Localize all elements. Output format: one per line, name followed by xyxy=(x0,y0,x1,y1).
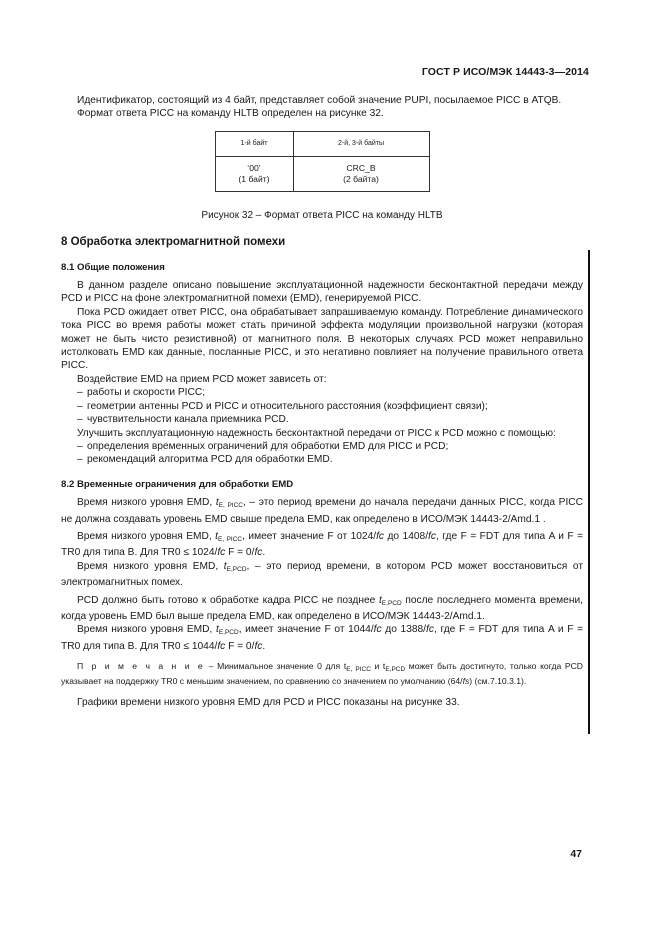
cell-byte1-size: (1 байт) xyxy=(238,173,270,184)
note: П р и м е ч а н и е – Минимальное значение 0 для $t_{E, PICC}$ и $t_{E,PCD}$ может быть достигнуто, только когда PCD указывает на поддержку TR0 с меньшим значением, по сравнению со значением по умолчанию (64/fs) (см.7.10.3.1). xyxy=(61,661,583,686)
table-header-cell-2: 2-й, 3-й байты xyxy=(293,131,429,156)
table-header-row xyxy=(215,131,429,156)
paragraph-8-1-3: Воздействие EMD на прием PCD может зависеть от: xyxy=(77,373,327,385)
list-item: – геометрии антенны PCD и PICC и относительного расстояния (коэффициент связи); xyxy=(77,400,488,412)
table-header-cell-1: 1-й байт xyxy=(215,131,293,156)
paragraph-8-2-2: Время низкого уровня EMD, $t_{E, PICC}$, имеет значение F от 1024/fc до 1408/fc, где F = FDT для типа A и F = TR0 для типа B. Для TR0 ≤ 1024/fc F = 0/fc. xyxy=(61,530,584,559)
list-item: – работы и скорости PICC; xyxy=(77,387,206,399)
table-row xyxy=(215,156,429,191)
cell-crc-value: CRC_B xyxy=(346,162,376,173)
paragraph-8-2-6: Графики времени низкого уровня EMD для PCD и PICC показаны на рисунке 33. xyxy=(77,697,460,708)
intro-paragraph-2: Формат ответа PICC на команду HLTB определен на рисунке 32. xyxy=(77,108,384,120)
paragraph-8-2-5: Время низкого уровня EMD, $t_{E,PCD}$, имеет значение F от 1044/fc до 1388/fc, где F = FDT для типа A и F = TR0 для типа B. Для TR0 ≤ 1044/fc F = 0/fc. xyxy=(61,624,584,652)
list-item: – чувствительности канала приемника PCD. xyxy=(77,414,289,426)
page-header: ГОСТ Р ИСО/МЭК 14443-3—2014 xyxy=(421,66,589,78)
cell-byte1-value: ‘00’ xyxy=(247,162,261,173)
table-cell-byte1 xyxy=(215,156,293,191)
table-cell-crc xyxy=(293,156,429,191)
subsection-title-8-2: 8.2 Временные ограничения для обработки EMD xyxy=(61,478,294,490)
note-label: П р и м е ч а н и е xyxy=(77,661,206,672)
hltb-response-format-table xyxy=(215,131,430,192)
revision-change-bar xyxy=(588,250,590,734)
figure-caption: Рисунок 32 – Формат ответа PICC на команду HLTB xyxy=(201,209,443,221)
list-item: – рекомендаций алгоритма PCD для обработки EMD. xyxy=(77,454,333,466)
paragraph-8-2-1: Время низкого уровня EMD, $t_{E, PICC}$, – это период времени до начала передачи данных PICC, когда PICC не должна создавать уровень EMD свыше предела EMD, как определено в ИСО/МЭК 14443-2/Amd.1 . xyxy=(61,497,584,525)
page-number: 47 xyxy=(570,848,582,860)
cell-crc-size: (2 байта) xyxy=(343,173,379,184)
paragraph-8-2-4: PCD должно быть готово к обработке кадра PICC не позднее $t_{E,PCD}$ после последнего момента времени, когда уровень EMD был выше предела EMD, как определено в ИСО/МЭК 14443-2/Amd.1. xyxy=(61,594,584,622)
paragraph-8-1-2: Пока PCD ожидает ответ PICC, она обрабатывает запрашиваемую команду. Потребление динамического тока PICC во время работы может стать причиной эффекта модуляции произвольной нагрузки (которая может не быть чисто резистивной) от магнитного поля. В некоторых случаях PCD может неправильно истолковать EMD как данные, посланные PICC, и это негативно повлияет на получение правильного ответа PICC. xyxy=(61,306,583,372)
list-item: – определения временных ограничений для обработки EMD для PICC и PCD; xyxy=(77,440,449,452)
section-title: 8 Обработка электромагнитной помехи xyxy=(61,236,286,249)
paragraph-8-1-1: В данном разделе описано повышение эксплуатационной надежности бесконтактной передачи между PCD и PICC на фоне электромагнитной помехи (EMD), генерируемой PICC. xyxy=(61,280,583,305)
intro-paragraph-1: Идентификатор, состоящий из 4 байт, представляет собой значение PUPI, посылаемое PICC в ATQB. xyxy=(77,95,562,106)
page-content xyxy=(61,94,583,709)
subsection-title-8-1: 8.1 Общие положения xyxy=(61,261,165,273)
paragraph-8-2-3: Время низкого уровня EMD, $t_{E,PCD}$, – это период времени, в котором PCD может восстановиться от электромагнитных помех. xyxy=(61,560,583,589)
paragraph-8-1-4: Улучшить эксплуатационную надежность бесконтактной передачи от PICC к PCD можно с помощью: xyxy=(77,427,556,439)
